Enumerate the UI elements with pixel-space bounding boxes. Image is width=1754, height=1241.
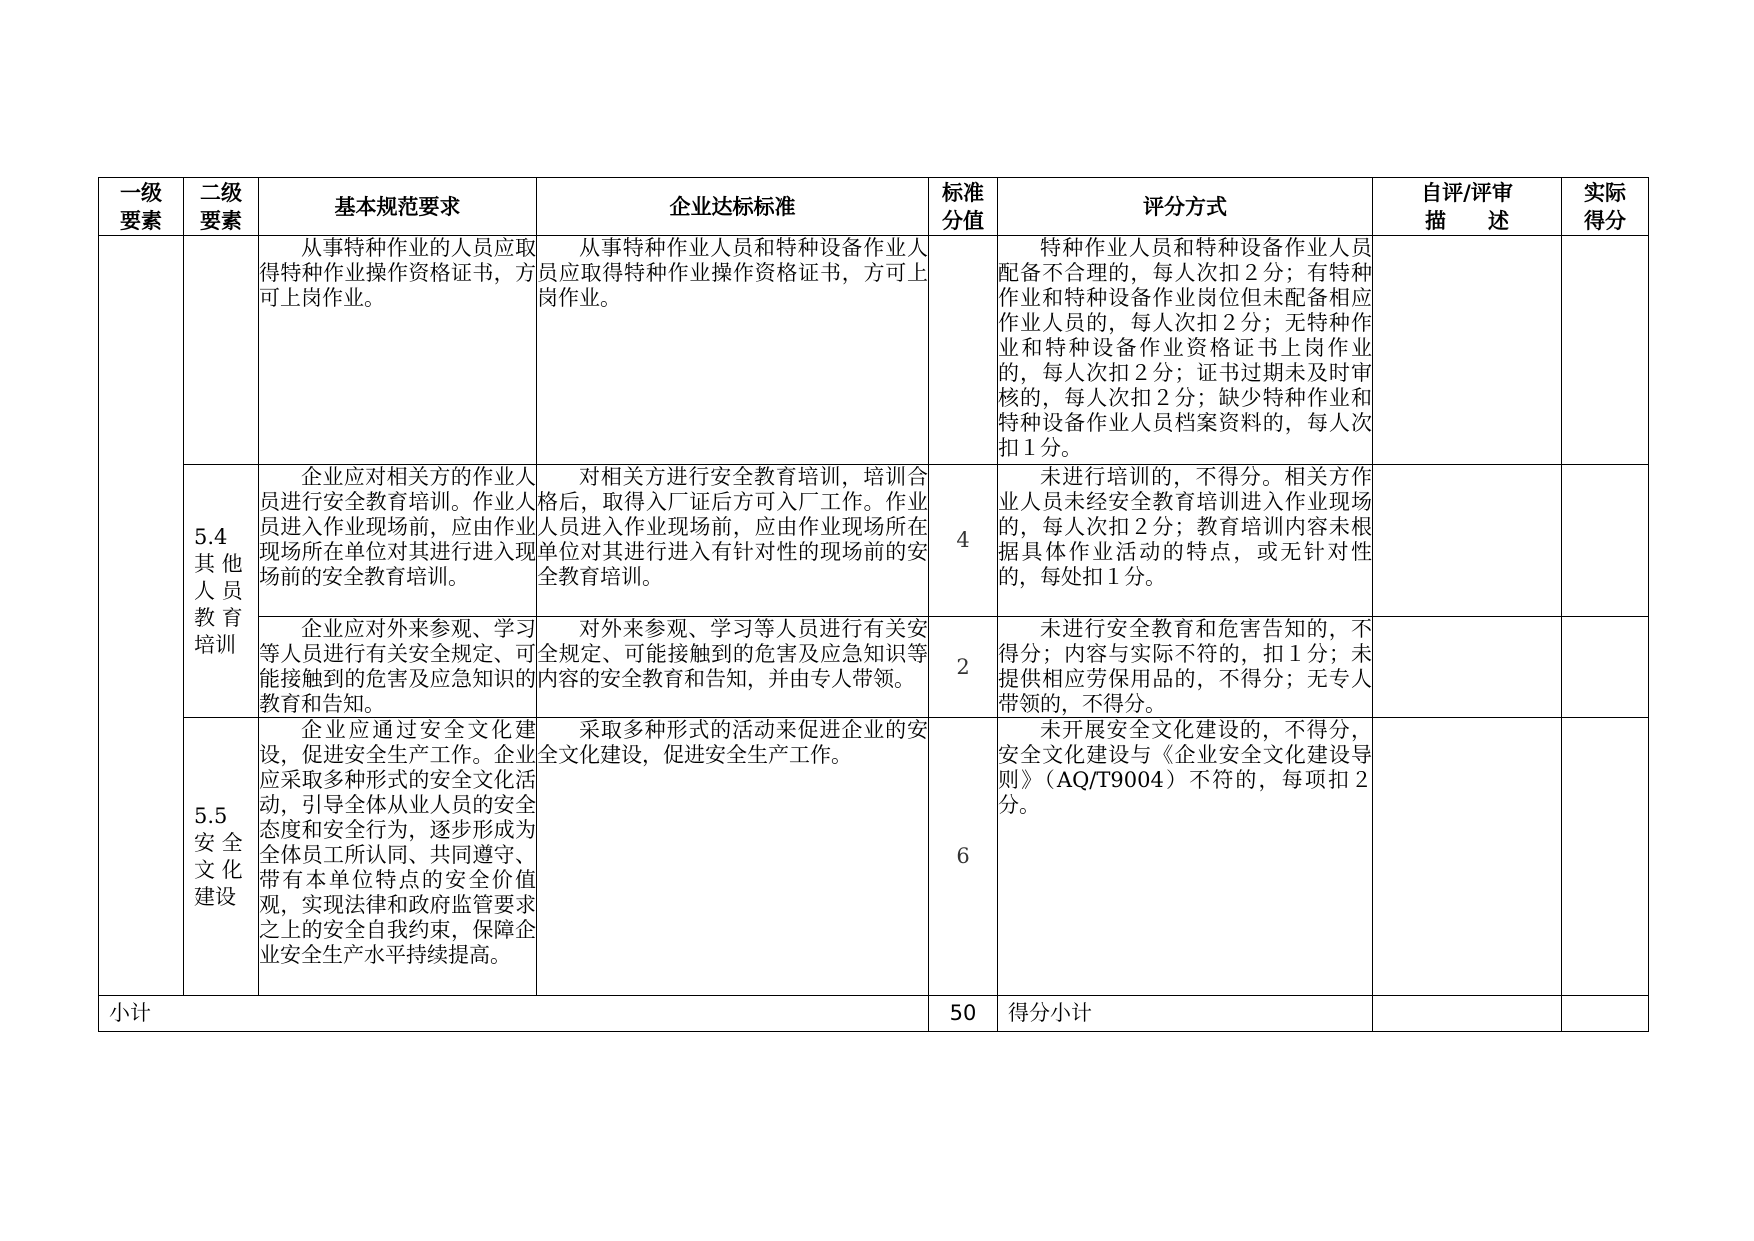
self-review-cell [1373, 236, 1562, 465]
level2-name-line: 安 全 [194, 830, 243, 855]
score-cell [929, 236, 998, 465]
level2-name-line: 培训 [194, 632, 236, 657]
header-actual-score: 实际得分 [1562, 178, 1649, 236]
actual-score-cell [1562, 718, 1649, 996]
self-review-cell [1373, 718, 1562, 996]
standard-cell: 采取多种形式的活动来促进企业的安全文化建设，促进安全生产工作。 [537, 718, 929, 996]
self-review-cell [1373, 465, 1562, 617]
header-standard-score: 标准分值 [929, 178, 998, 236]
table-row [99, 236, 1649, 465]
requirement-cell: 企业应通过安全文化建设，促进安全生产工作。企业应采取多种形式的安全文化活动，引导全体从业人员的安全态度和安全行为，逐步形成为全体员工所认同、共同遵守、带有本单位特点的安全价值观，实现法律和政府监管要求之上的安全自我约束，保障企业安全生产水平持续提高。 [259, 718, 537, 996]
standard-cell: 对相关方进行安全教育培训，培训合格后，取得入厂证后方可入厂工作。作业人员进入作业现场前，应由作业现场所在单位对其进行进入有针对性的现场前的安全教育培训。 [537, 465, 929, 617]
score-cell: 2 [929, 617, 998, 718]
header-level1: 一级要素 [99, 178, 184, 236]
level2-name-line: 其 他 [194, 551, 243, 576]
header-enterprise-standard: 企业达标标准 [537, 178, 929, 236]
method-cell: 未开展安全文化建设的，不得分，安全文化建设与《企业安全文化建设导则》（AQ/T9004）不符的，每项扣２分。 [998, 718, 1373, 996]
subtotal-score: 50 [929, 996, 998, 1032]
actual-score-cell [1562, 236, 1649, 465]
level2-code: 5.4 [194, 524, 228, 549]
level2-cell [184, 236, 259, 465]
standard-cell: 从事特种作业人员和特种设备作业人员应取得特种作业操作资格证书，方可上岗作业。 [537, 236, 929, 465]
subtotal-self-review-cell [1373, 996, 1562, 1032]
level2-name-line: 人 员 [194, 578, 243, 603]
score-cell: 4 [929, 465, 998, 617]
method-cell: 特种作业人员和特种设备作业人员配备不合理的，每人次扣２分；有特种作业和特种设备作业岗位但未配备相应作业人员的，每人次扣２分；无特种作业和特种设备作业资格证书上岗作业的，每人次扣２分；证书过期未及时审核的，每人次扣２分；缺少特种作业和特种设备作业人员档案资料的，每人次扣１分。 [998, 236, 1373, 465]
header-row [99, 178, 1649, 236]
method-cell: 未进行安全教育和危害告知的，不得分；内容与实际不符的，扣１分；未提供相应劳保用品的，不得分；无专人带领的，不得分。 [998, 617, 1372, 716]
method-cell: 未进行培训的，不得分。相关方作业人员未经安全教育培训进入作业现场的，每人次扣２分；教育培训内容未根据具体作业活动的特点，或无针对性的，每处扣１分。 [998, 465, 1373, 617]
level2-cell [184, 718, 259, 996]
subtotal-row [99, 996, 1649, 1032]
actual-score-cell [1562, 617, 1649, 718]
header-self-review: 自评/评审描 述 [1373, 178, 1562, 236]
requirement-cell: 企业应对相关方的作业人员进行安全教育培训。作业人员进入作业现场前，应由作业现场所在单位对其进行进入现场前的安全教育培训。 [259, 465, 537, 617]
self-review-cell [1373, 617, 1562, 718]
subtotal-score-label: 得分小计 [998, 996, 1373, 1032]
requirement-cell: 企业应对外来参观、学习等人员进行有关安全规定、可能接触到的危害及应急知识的教育和告知。 [259, 617, 536, 716]
table-row [99, 718, 1649, 996]
requirement-cell: 从事特种作业的人员应取得特种作业操作资格证书，方可上岗作业。 [259, 236, 537, 465]
assessment-table [98, 177, 1649, 1032]
table-row [99, 617, 1649, 718]
table-row [99, 465, 1649, 617]
level2-cell [184, 465, 259, 718]
header-level2: 二级要素 [184, 178, 259, 236]
level2-name-line: 教 育 [194, 605, 243, 630]
level2-name-line: 建设 [194, 884, 236, 909]
actual-score-cell [1562, 465, 1649, 617]
level2-name-line: 文 化 [194, 857, 243, 882]
standard-cell: 对外来参观、学习等人员进行有关安全规定、可能接触到的危害及应急知识等内容的安全教育和告知，并由专人带领。 [537, 617, 929, 718]
level1-cell [99, 236, 184, 996]
header-basic-requirements: 基本规范要求 [259, 178, 537, 236]
subtotal-label: 小计 [99, 996, 929, 1032]
score-cell: 6 [929, 718, 998, 996]
header-scoring-method: 评分方式 [998, 178, 1373, 236]
level2-code: 5.5 [194, 803, 228, 828]
subtotal-actual-score-cell [1562, 996, 1649, 1032]
